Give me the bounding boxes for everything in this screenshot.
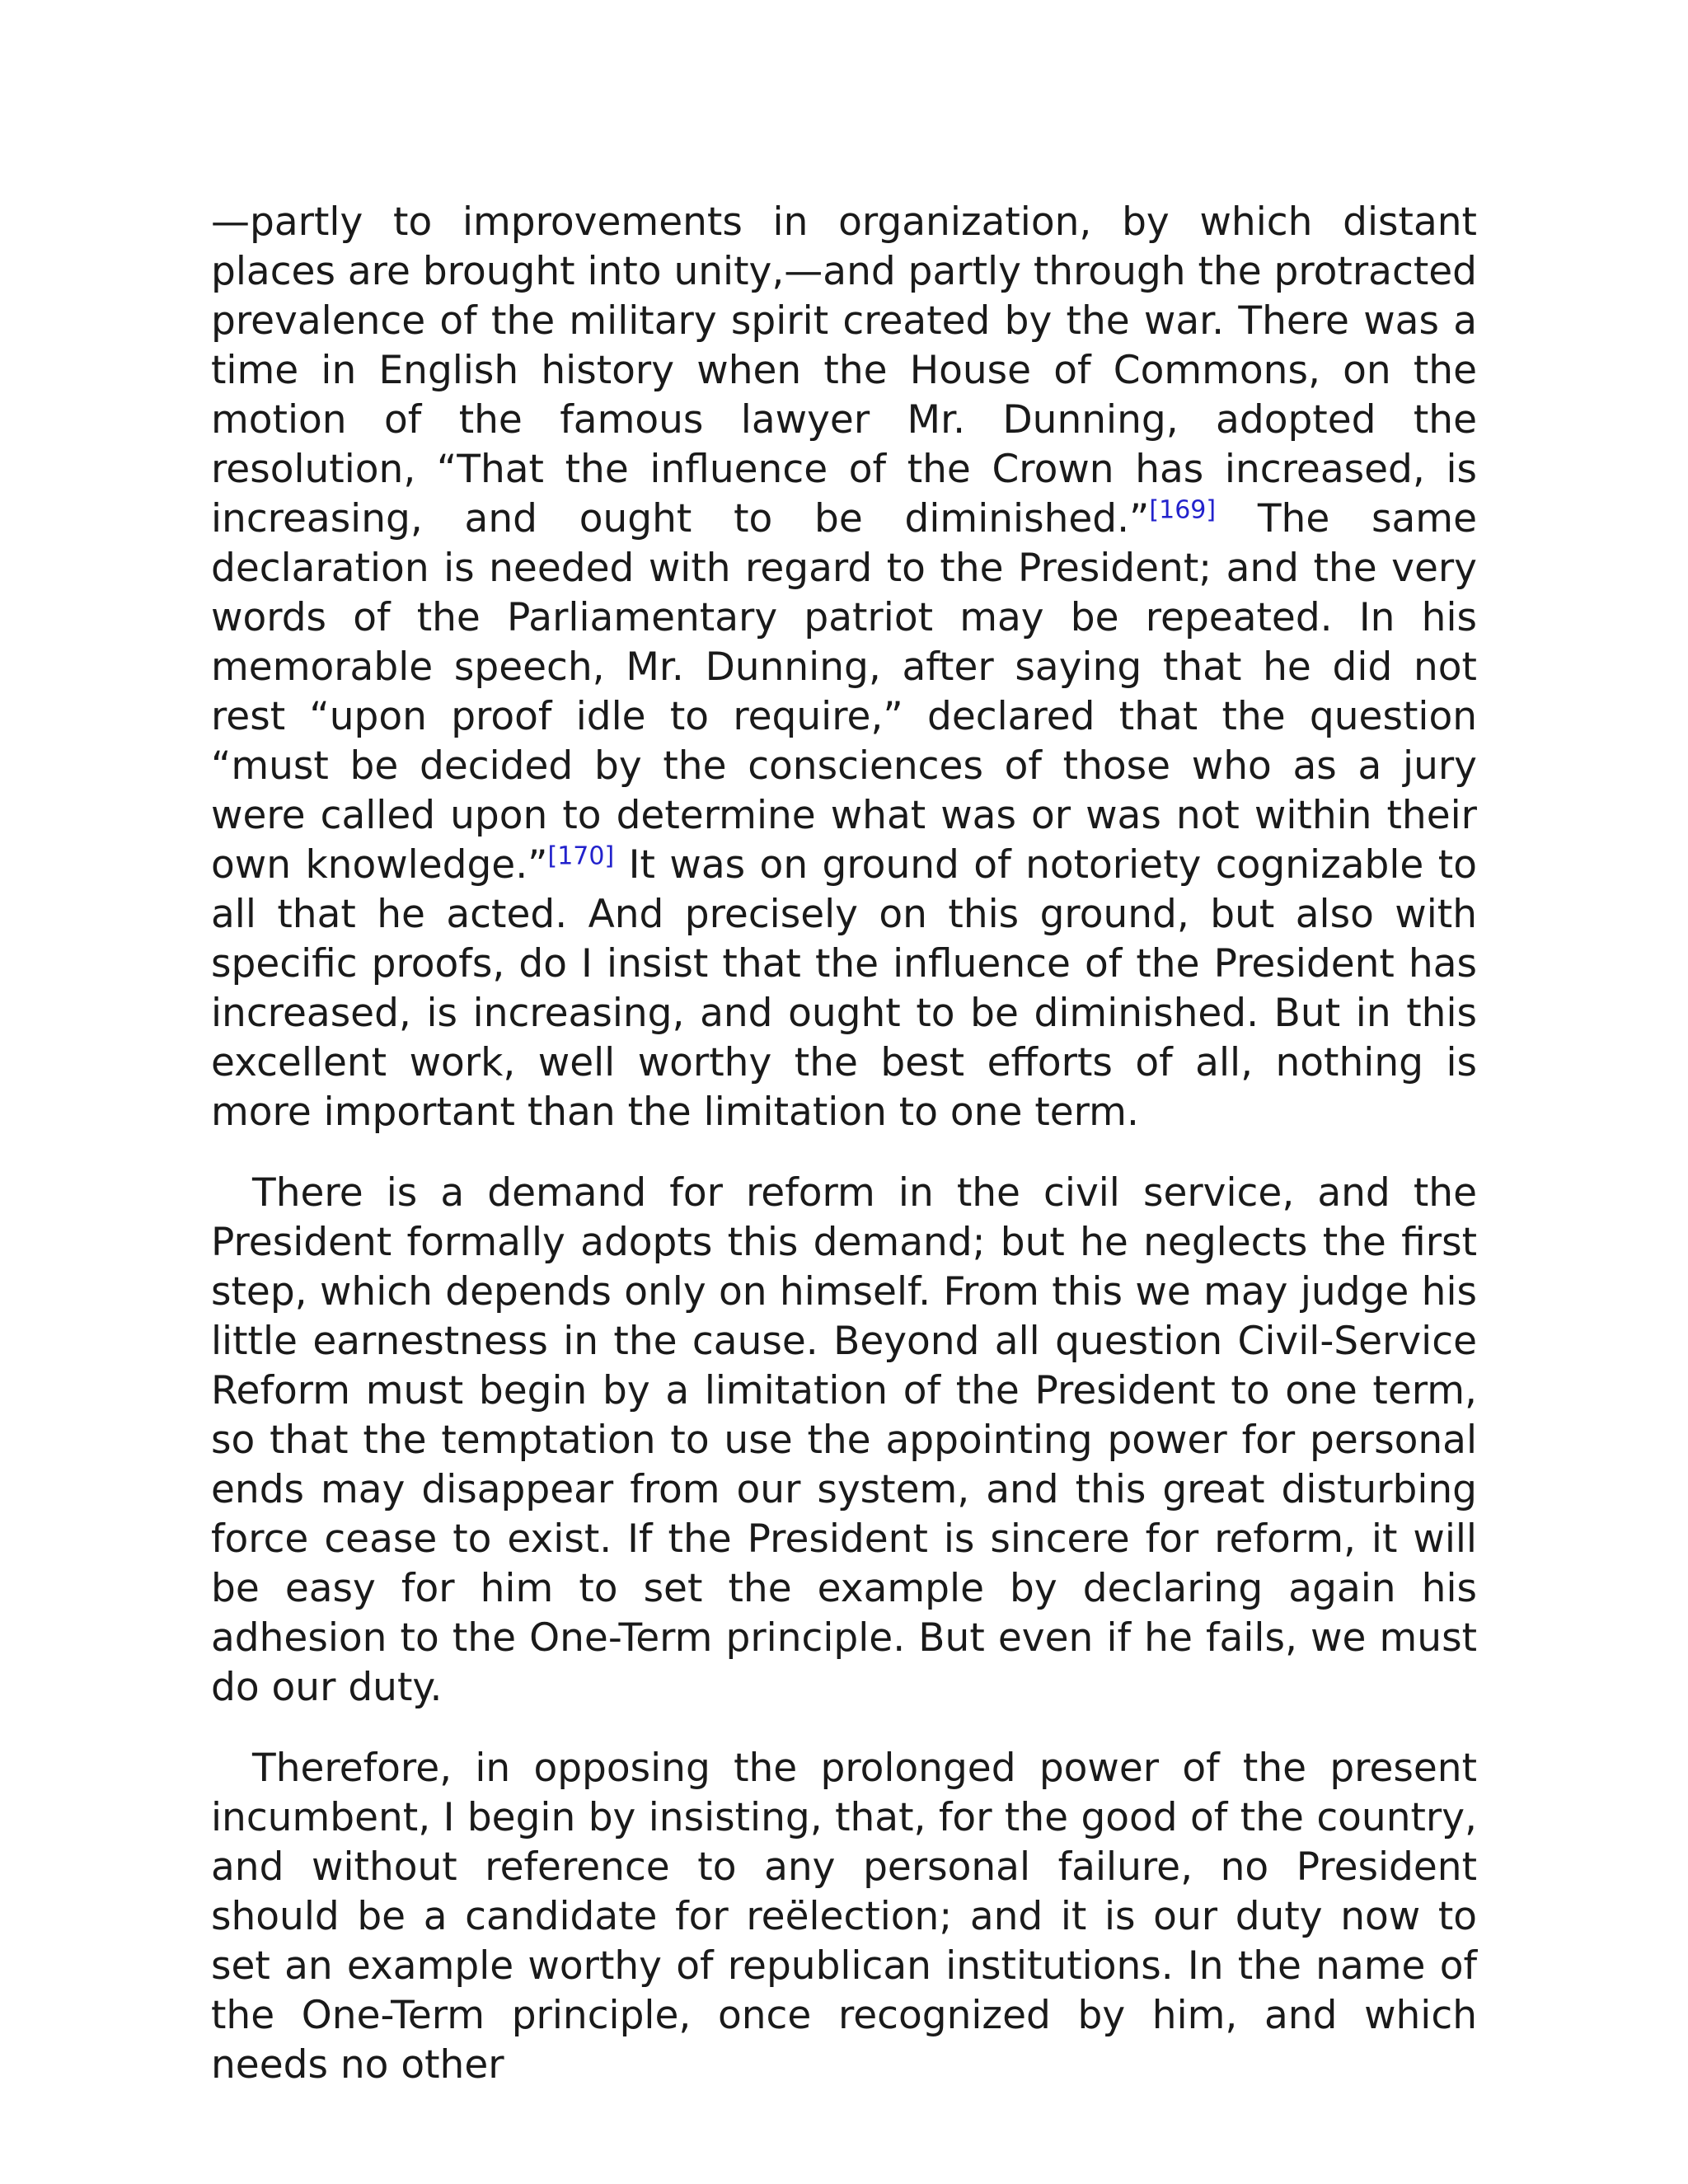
paragraph-3 [211,1744,1477,2090]
document-page [211,198,1477,2090]
paragraph-1 [211,198,1477,1137]
footnote-link-170[interactable]: [170] [547,841,615,871]
paragraph-text: —partly to improvements in organization, by which distant places are brought into unity,—and partly through the protracted prevalence of the military spirit created by the war. There was a time in English history when the House of Commons, on the motion of the famous lawyer Mr. Dunning, adopted the resolution, “That the influence of the Crown has increased, is increasing, and ought to be diminished.” [211,199,1477,541]
paragraph-text: The same declaration is needed with regard to the President; and the very words of the Parliamentary patriot may be repeated. In his memorable speech, Mr. Dunning, after saying that he did not rest “upon proof idle to require,” declared that the question “must be decided by the consciences of those who as a jury were called upon to determine what was or was not within their own knowledge.” [211,496,1477,888]
paragraph-text: Therefore, in opposing the prolonged power of the present incumbent, I begin by insisting, that, for the good of the country, and without reference to any personal failure, no President should be a candidate for reëlection; and it is our duty now to set an example worthy of republican institutions. In the name of the One-Term principle, once recognized by him, and which needs no other [211,1746,1477,2088]
paragraph-2 [211,1169,1477,1713]
paragraph-text: It was on ground of notoriety cognizable to all that he acted. And precisely on this ground, but also with specific proofs, do I insist that the influence of the President has increased, is increasing, and ought to be diminished. But in this excellent work, well worthy the best efforts of all, nothing is more important than the limitation to one term. [211,842,1477,1135]
footnote-link-169[interactable]: [169] [1149,495,1217,525]
paragraph-text: There is a demand for reform in the civil service, and the President formally adopts this demand; but he neglects the first step, which depends only on himself. From this we may judge his little earnestness in the cause. Beyond all question Civil-Service Reform must begin by a limitation of the President to one term, so that the temptation to use the appointing power for personal ends may disappear from our system, and this great disturbing force cease to exist. If the President is sincere for reform, it will be easy for him to set the example by declaring again his adhesion to the One-Term principle. But even if he fails, we must do our duty. [211,1170,1477,1710]
